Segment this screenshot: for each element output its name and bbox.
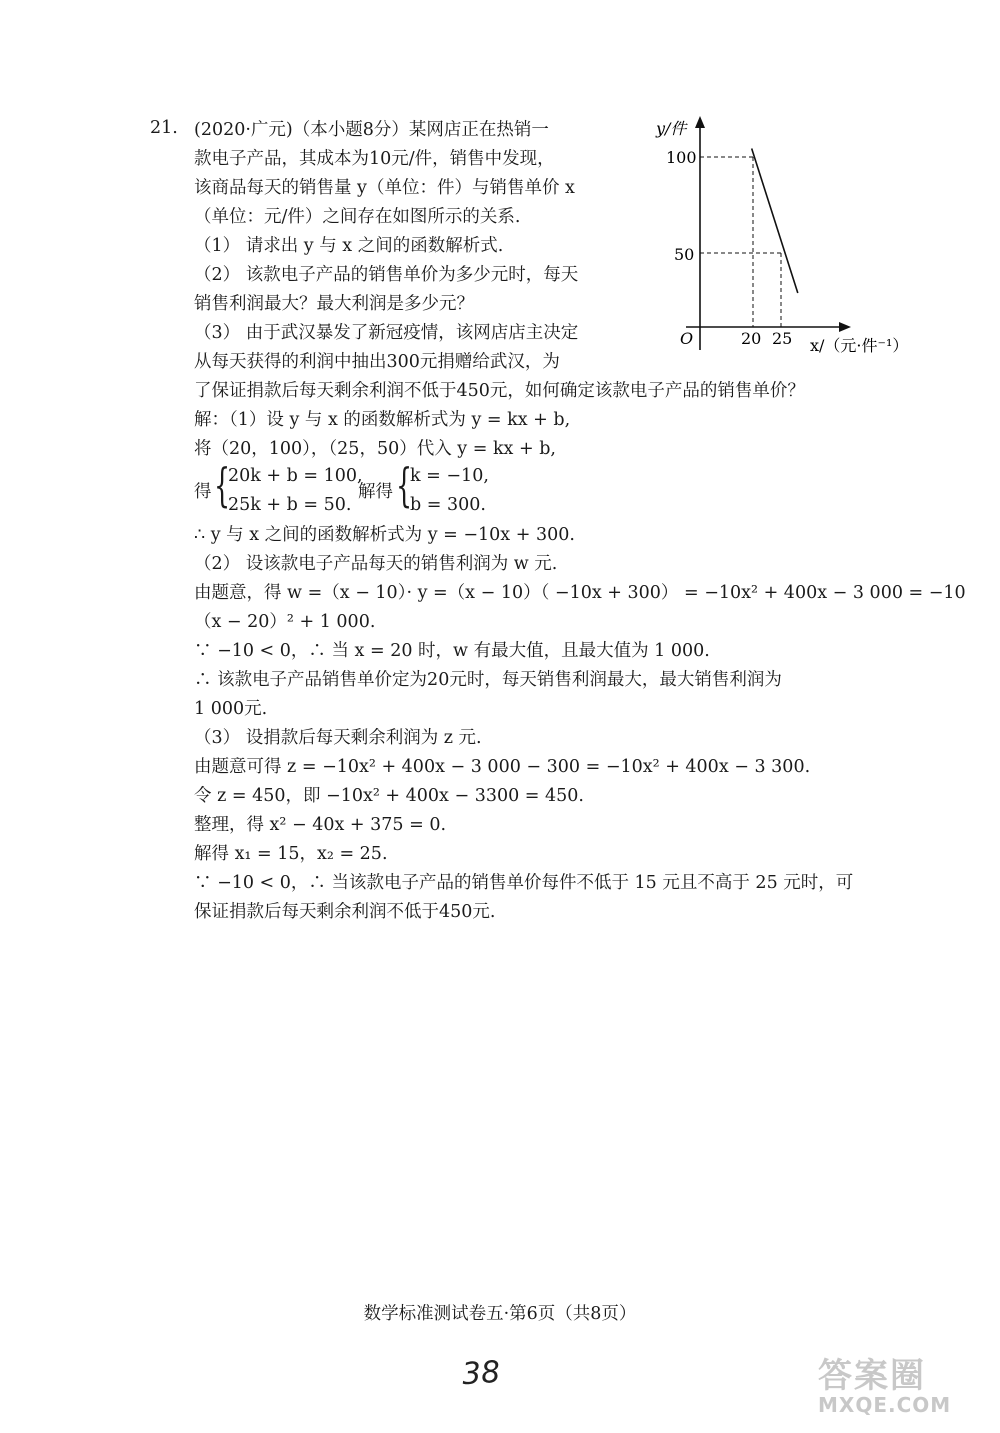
solution-line-4: （2） 设该款电子产品每天的销售利润为 w 元. xyxy=(194,554,558,574)
solution-line-9: 1 000元. xyxy=(194,699,268,719)
x-tick-25: 25 xyxy=(772,329,793,348)
question-number: 21. xyxy=(150,118,178,138)
solution-line-14: 解得 x₁ = 15，x₂ = 25. xyxy=(194,844,388,864)
x-axis-label: x/（元·件⁻¹） xyxy=(810,336,909,355)
solution-line-11: 由题意可得 z = −10x² + 400x − 3 000 − 300 = −10x² + 400x − 3 300. xyxy=(194,757,811,777)
handwritten-page-number: 38 xyxy=(460,1354,502,1393)
x-axis-arrow xyxy=(839,322,851,332)
solution-line-3: ∴ y 与 x 之间的函数解析式为 y = −10x + 300. xyxy=(194,525,575,545)
watermark-bottom: MXQE.COM xyxy=(818,1393,952,1417)
page-footer: 数学标准测试卷五·第6页（共8页） xyxy=(363,1304,637,1324)
system-eq-2: 25k + b = 50. xyxy=(228,495,352,515)
question-line-2: 款电子产品，其成本为10元/件，销售中发现， xyxy=(194,149,555,169)
y-axis-label: y/件 xyxy=(656,119,687,138)
x-tick-20: 20 xyxy=(741,329,762,348)
solution-line-12: 令 z = 450，即 −10x² + 400x − 3300 = 450. xyxy=(194,786,584,806)
data-line xyxy=(752,149,798,294)
y-axis-arrow xyxy=(695,116,705,128)
solution-line-6: （x − 20）² + 1 000. xyxy=(194,612,376,632)
y-tick-100: 100 xyxy=(666,148,697,167)
system-sol-1: k = −10, xyxy=(410,466,489,486)
y-tick-50: 50 xyxy=(674,245,695,264)
system-prefix: 得 xyxy=(194,482,212,502)
question-line-7: 销售利润最大？最大利润是多少元？ xyxy=(194,294,474,314)
solution-line-8: ∴ 该款电子产品销售单价定为20元时，每天销售利润最大，最大销售利润为 xyxy=(194,670,782,690)
solution-line-5: 由题意，得 w =（x − 10）· y =（x − 10）（ −10x + 300） = −10x² + 400x − 3 000 = −10 xyxy=(194,583,966,603)
origin-label: O xyxy=(680,329,694,348)
solution-line-15: ∵ −10 < 0，∴ 当该款电子产品的销售单价每件不低于 15 元且不高于 25 元时，可 xyxy=(194,873,854,893)
system-solve-label: 解得 xyxy=(358,482,393,502)
left-brace-2: { xyxy=(396,458,413,512)
solution-line-13: 整理，得 x² − 40x + 375 = 0. xyxy=(194,815,447,835)
solution-line-7: ∵ −10 < 0，∴ 当 x = 20 时，w 有最大值，且最大值为 1 000. xyxy=(194,641,710,661)
solution-line-2: 将（20，100），（25，50）代入 y = kx + b, xyxy=(194,439,556,459)
solution-line-16: 保证捐款后每天剩余利润不低于450元. xyxy=(194,902,496,922)
question-line-4: （单位：元/件）之间存在如图所示的关系. xyxy=(194,207,521,227)
question-part-3: （3） 由于武汉暴发了新冠疫情，该网店店主决定 xyxy=(194,323,579,343)
left-brace-1: { xyxy=(214,458,231,512)
question-part-1: （1） 请求出 y 与 x 之间的函数解析式. xyxy=(194,236,504,256)
watermark-top: 答案圈 xyxy=(818,1356,926,1396)
question-part-2: （2） 该款电子产品的销售单价为多少元时，每天 xyxy=(194,265,579,285)
system-sol-2: b = 300. xyxy=(410,495,486,515)
system-eq-1: 20k + b = 100, xyxy=(228,466,363,486)
watermark-logo xyxy=(818,1348,988,1428)
question-line-10: 了保证捐款后每天剩余利润不低于450元，如何确定该款电子产品的销售单价？ xyxy=(194,381,805,401)
question-line-1: (2020·广元)（本小题8分）某网店正在热销一 xyxy=(194,120,549,140)
question-line-9: 从每天获得的利润中抽出300元捐赠给武汉，为 xyxy=(194,352,560,372)
solution-line-1: 解：（1）设 y 与 x 的函数解析式为 y = kx + b, xyxy=(194,410,571,430)
function-graph xyxy=(650,110,950,370)
solution-line-10: （3） 设捐款后每天剩余利润为 z 元. xyxy=(194,728,482,748)
question-line-3: 该商品每天的销售量 y（单位：件）与销售单价 x xyxy=(194,178,575,198)
